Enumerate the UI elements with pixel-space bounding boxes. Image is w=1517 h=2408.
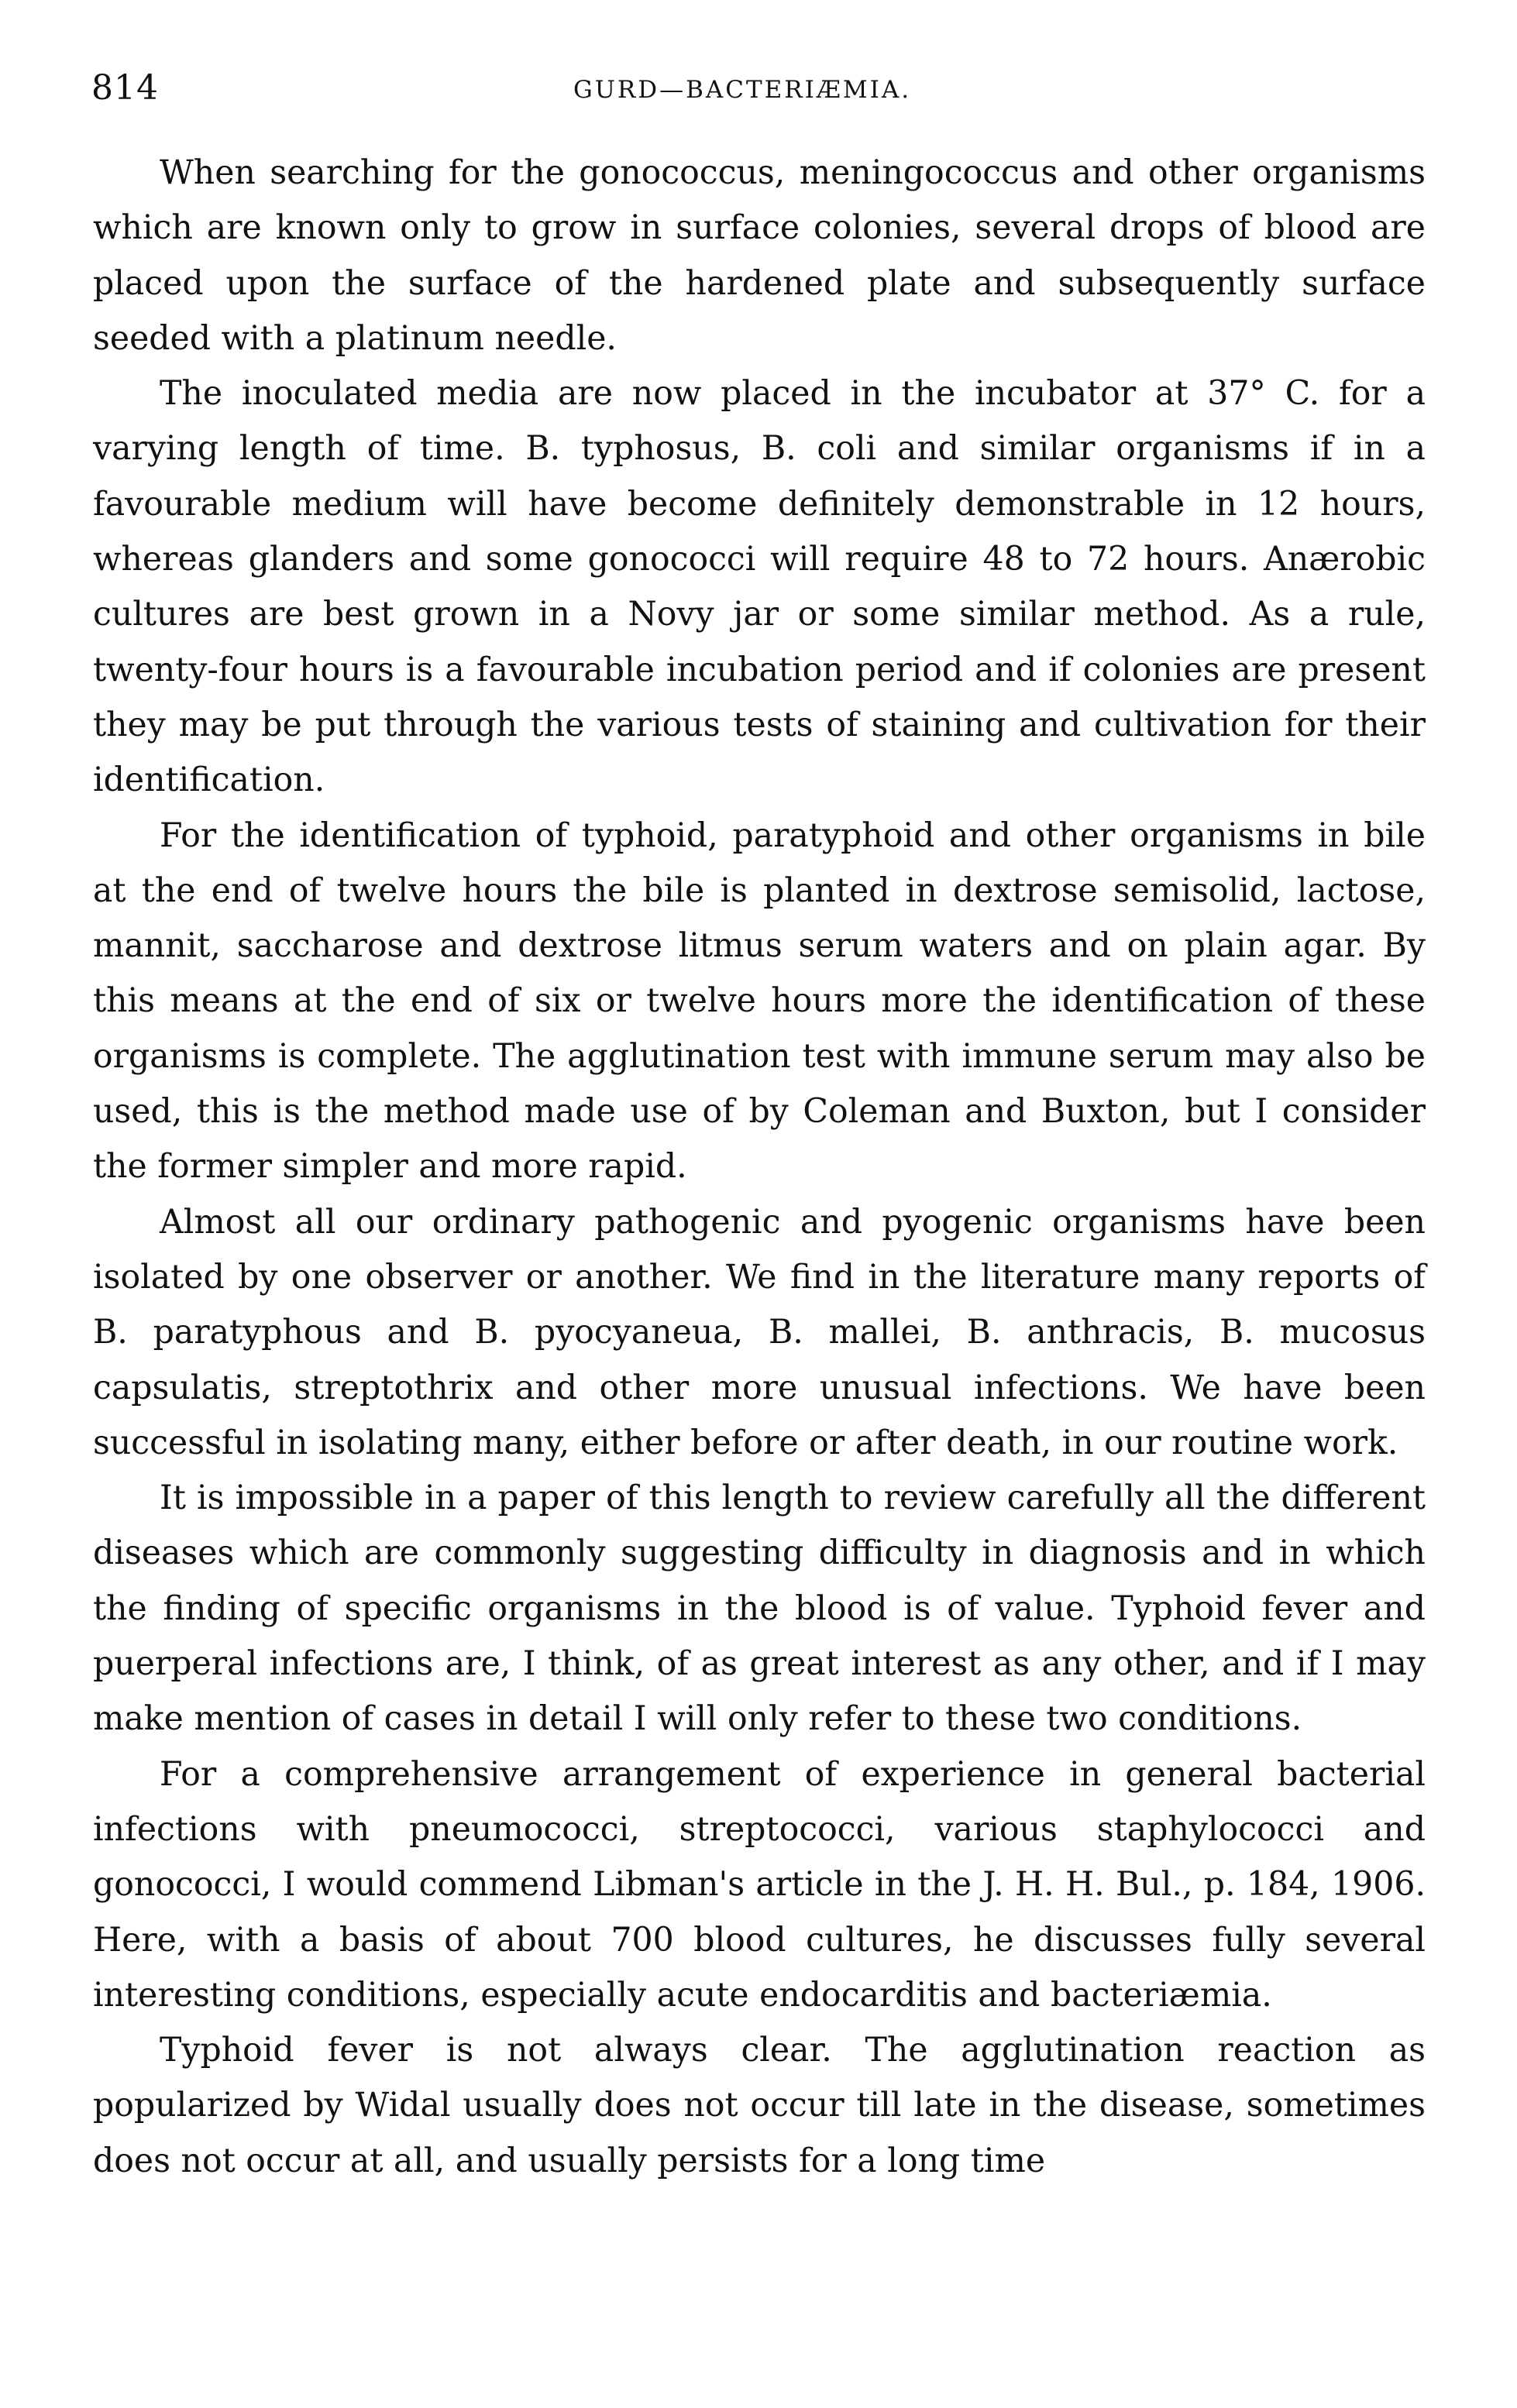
paragraph-diagnosis-scope: It is impossible in a paper of this length to review carefully all the different diseases which are commonly suggesting difficulty in diagnosis and in which the finding of specific organisms in the blood is of value. Typhoid fever and puerperal infections are, I think, of as great interest as any other, and if I may make mention of cases in detail I will only refer to these two conditions. <box>93 1479 1426 1739</box>
paragraph-typhoid-identification: For the identification of typhoid, paratyphoid and other organisms in bile at the end of twelve hours the bile is planted in dextrose semisolid, lactose, mannit, saccharose and dextrose litmus serum waters and on plain agar. By this means at the end of six or twelve hours more the identification of these organisms is complete. The agglutination test with immune serum may also be used, this is the method made use of by Coleman and Buxton, but I consider the former simpler and more rapid. <box>93 816 1426 1187</box>
page-number: 814 <box>91 68 159 108</box>
paragraph-isolated-organisms: Almost all our ordinary pathogenic and pyogenic organisms have been isolated by one observer or another. We find in the literature many reports of B. paratyphous and B. pyocyaneua, B. mallei, B. anthracis, B. mucosus capsulatis, streptothrix and other more unusual infections. We have been successful in isolating many, either before or after death, in our routine work. <box>93 1202 1426 1462</box>
paragraph-typhoid-fever: Typhoid fever is not always clear. The agglutination reaction as popularized by Widal usually does not occur till late in the disease, sometimes does not occur at all, and usually persists for a long time <box>93 2031 1426 2180</box>
paragraph-incubation: The inoculated media are now placed in the incubator at 37° C. for a varying length of time. B. typhosus, B. coli and similar organisms if in a favourable medium will have become definitely demonstrable in 12 hours, whereas glanders and some gonococci will require 48 to 72 hours. Anærobic cultures are best grown in a Novy jar or some similar method. As a rule, twenty-four hours is a favourable incubation period and if colonies are present they may be put through the various tests of staining and cultivation for their identification. <box>93 374 1426 800</box>
paragraph-gonococcus-technique: When searching for the gonococcus, meningococcus and other organisms which are known only to grow in surface colonies, several drops of blood are placed upon the surface of the hardened plate and subsequently surface seeded with a platinum needle. <box>93 153 1426 358</box>
body-text <box>93 146 1426 2189</box>
running-head <box>77 68 1441 122</box>
paragraph-libman-reference: For a comprehensive arrangement of experience in general bacterial infections with pneumococci, streptococci, various staphylococci and gonococci, I would commend Libman's article in the J. H. H. Bul., p. 184, 1906. Here, with a basis of about 700 blood cultures, he discusses fully several interesting conditions, especially acute endocarditis and bacteriæmia. <box>93 1754 1426 2015</box>
running-title: GURD—BACTERIÆMIA. <box>573 76 912 104</box>
